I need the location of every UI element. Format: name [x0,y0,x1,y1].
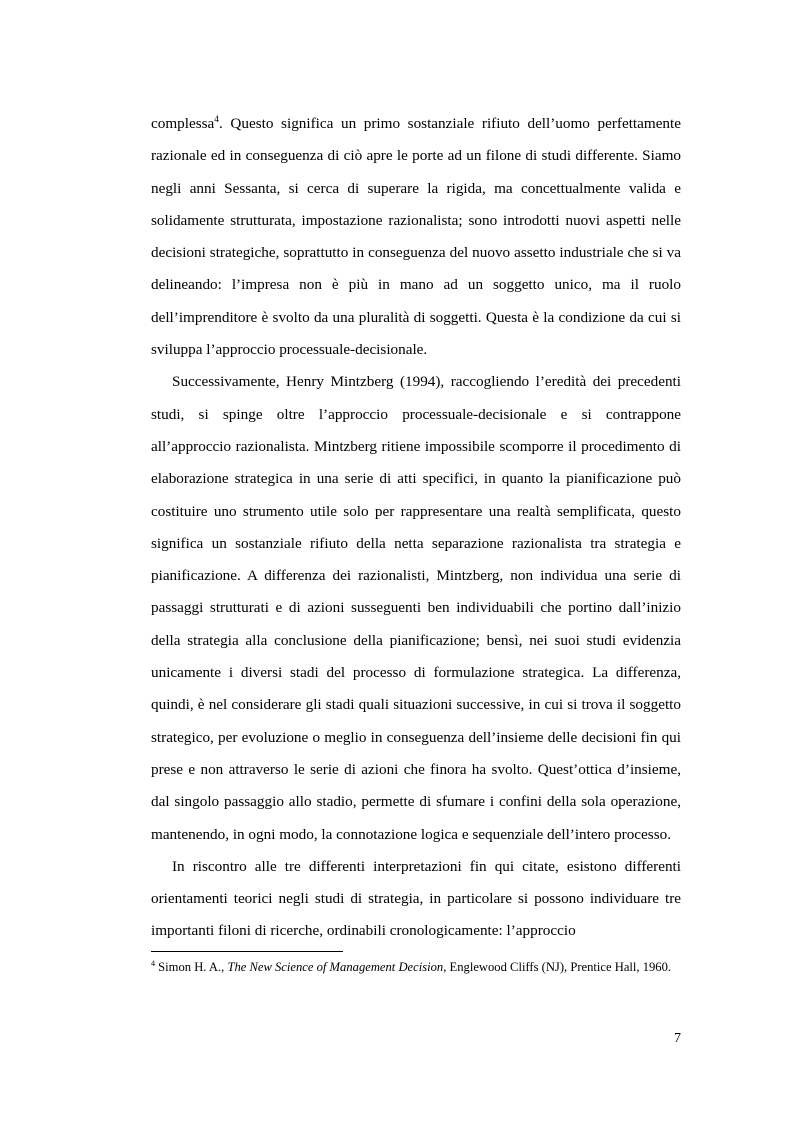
paragraph-3: In riscontro alle tre differenti interpretazioni fin qui citate, esistono differenti orientamenti teorici negli studi di strategia, in particolare si possono individuare tre importanti filoni di ricerche, ordinabili cronologicamente: l’approccio [151,857,681,940]
paragraph-1-start: complessa [151,115,215,132]
footnote-reference: 4 [214,115,220,125]
footnote-author: Simon H. A., [155,960,228,974]
paragraph-2: Successivamente, Henry Mintzberg (1994), raccogliendo l’eredità dei precedenti studi, si spinge oltre l’approccio processuale-decisionale e si contrappone all’approccio razionalista. Mintzberg ritiene impossibile scomporre il procedimento di elaborazione strategica in una serie di atti specifici, in quanto la pianificazione può costituire uno strumento utile solo per rappresentare una realtà semplificata, questo significa un sostanziale rifiuto della netta separazione razionalista tra strategia e pianificazione. A differenza dei razionalisti, Mintzberg, non individua una serie di passaggi strutturati e di azioni susseguenti ben individuabili che portino dall’inizio della strategia alla conclusione della pianificazione; bensì, nei suoi studi evidenzia unicamente i diversi stadi del processo di formulazione strategica. La differenza, quindi, è nel considerare gli stadi quali situazioni successive, in cui si trova il soggetto strategico, per evoluzione o meglio in conseguenza dell’insieme delle decisioni fin qui prese e non attraverso le serie di azioni che finora ha svolto. Quest’ottica d’insieme, dal singolo passaggio allo stadio, permette di sfumare i confini della sola operazione, mantenendo, in ogni modo, la connotazione logica e sequenziale dell’intero processo. [151,373,681,843]
body-text [151,108,681,948]
footnote-book-title: The New Science of Management Decision [227,960,444,974]
footnote-marker: 4 [151,959,155,968]
footnote-separator [151,951,343,952]
paragraph-1 [151,108,681,366]
page-number: 7 [674,1031,681,1046]
footnote-publication: , Englewood Cliffs (NJ), Prentice Hall, 1960. [443,960,672,974]
footnote [151,959,681,975]
paragraph-1-rest: . Questo significa un primo sostanziale rifiuto dell’uomo perfettamente razionale ed in conseguenza di ciò apre le porte ad un filone di studi differente. Siamo negli anni Sessanta, si cerca di superare la rigida, ma concettualmente valida e solidamente strutturata, impostazione razionalista; sono introdotti nuovi aspetti nelle decisioni strategiche, soprattutto in conseguenza del nuovo assetto industriale che si va delineando: l’impresa non è più in mano ad un soggetto unico, ma il ruolo dell’imprenditore è svolto da una pluralità di soggetti. Questa è la condizione da cui si sviluppa l’approccio processuale-decisionale. [151,115,681,359]
